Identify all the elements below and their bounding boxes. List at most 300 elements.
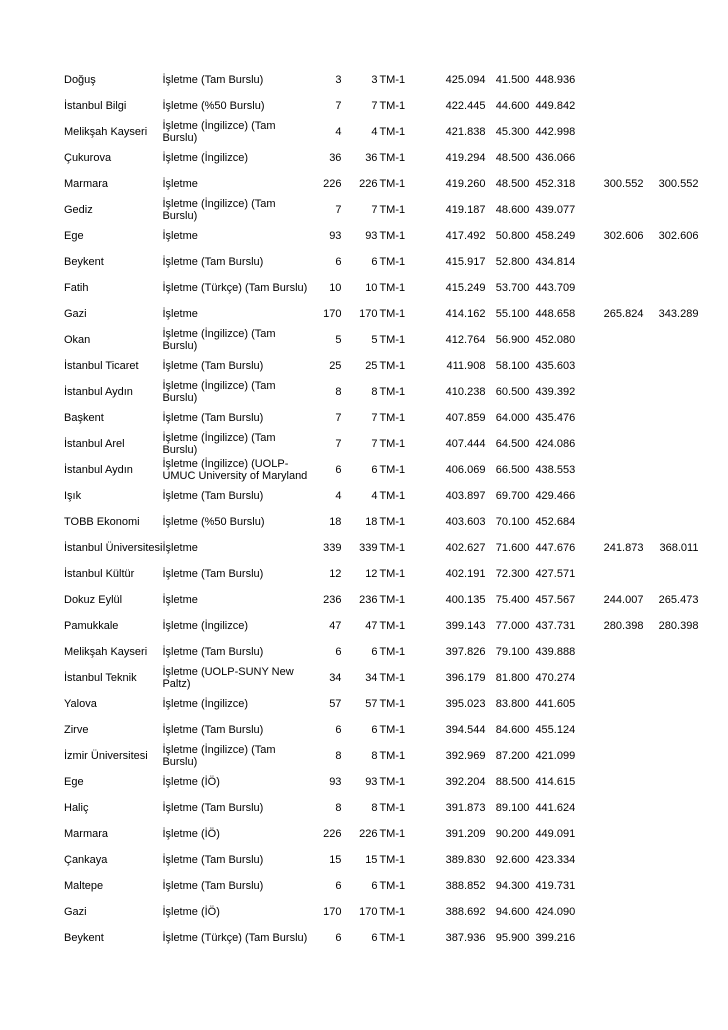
table-row: [64, 327, 698, 353]
table-row: [64, 509, 698, 535]
program-cell: İşletme (İÖ): [162, 828, 220, 840]
quota-cell: 7: [335, 438, 342, 450]
score-type-cell: TM-1: [379, 412, 406, 424]
table-row: [64, 197, 698, 223]
quota-cell: 15: [329, 854, 342, 866]
quota-cell: 226: [323, 178, 342, 190]
score-type-cell: TM-1: [379, 74, 406, 86]
university-cell: Pamukkale: [64, 620, 119, 632]
extra-score-1-cell: [591, 483, 643, 509]
university-cell: Melikşah Kayseri: [64, 126, 148, 138]
min-score-cell: 415.917: [445, 256, 486, 268]
program-cell: İşletme (İngilizce): [162, 152, 249, 164]
max-score-cell: 442.998: [535, 126, 576, 138]
max-score-cell: 439.888: [535, 646, 576, 658]
extra-score-2-cell: [643, 717, 698, 743]
min-score-cell: 395.023: [445, 698, 486, 710]
score-type-cell: TM-1: [379, 724, 406, 736]
extra-score-2-cell: [643, 327, 698, 353]
success-rank-cell: 58.100: [495, 360, 530, 372]
extra-score-2-cell: [643, 691, 698, 717]
extra-score-2-cell: [643, 93, 698, 119]
min-score-cell: 392.204: [445, 776, 486, 788]
extra-score-2-cell: [643, 847, 698, 873]
min-score-cell: 414.162: [445, 308, 486, 320]
extra-score-2-cell: [643, 67, 698, 93]
extra-score-2-cell: [643, 249, 698, 275]
success-rank-cell: 81.800: [495, 672, 530, 684]
score-type-cell: TM-1: [379, 308, 406, 320]
max-score-cell: 443.709: [535, 282, 576, 294]
score-type-cell: TM-1: [379, 464, 406, 476]
quota-cell: 8: [335, 386, 342, 398]
success-rank-cell: 64.000: [495, 412, 530, 424]
success-rank-cell: 77.000: [495, 620, 530, 632]
score-type-cell: TM-1: [379, 360, 406, 372]
min-score-cell: 388.852: [445, 880, 486, 892]
success-rank-cell: 55.100: [495, 308, 530, 320]
university-cell: İstanbul Arel: [64, 438, 125, 450]
extra-score-1-cell: [591, 93, 643, 119]
success-rank-cell: 90.200: [495, 828, 530, 840]
extra-score-2-cell: [643, 925, 698, 951]
quota-cell: 5: [335, 334, 342, 346]
extra-score-1-cell: [591, 561, 643, 587]
min-score-cell: 417.492: [445, 230, 486, 242]
extra-score-2-cell: [643, 639, 698, 665]
extra-score-1-cell: [591, 197, 643, 223]
min-score-cell: 425.094: [445, 74, 486, 86]
placed-cell: 8: [371, 386, 378, 398]
success-rank-cell: 66.500: [495, 464, 530, 476]
min-score-cell: 422.445: [445, 100, 486, 112]
table-row: [64, 145, 698, 171]
table-row: [64, 717, 698, 743]
score-type-cell: TM-1: [379, 438, 406, 450]
max-score-cell: 423.334: [535, 854, 576, 866]
success-rank-cell: 92.600: [495, 854, 530, 866]
table-row: [64, 899, 698, 925]
min-score-cell: 402.627: [445, 542, 486, 554]
success-rank-cell: 94.600: [495, 906, 530, 918]
success-rank-cell: 45.300: [495, 126, 530, 138]
placed-cell: 36: [365, 152, 378, 164]
extra-score-1-cell: [591, 67, 643, 93]
table-row: [64, 93, 698, 119]
max-score-cell: 399.216: [535, 932, 576, 944]
score-type-cell: TM-1: [379, 776, 406, 788]
placed-cell: 57: [365, 698, 378, 710]
extra-score-2-cell: [643, 379, 698, 405]
max-score-cell: 452.080: [535, 334, 576, 346]
table-row: [64, 457, 698, 483]
table-row: [64, 249, 698, 275]
score-type-cell: TM-1: [379, 230, 406, 242]
program-cell: İşletme (İngilizce) (Tam Burslu): [162, 432, 276, 456]
quota-cell: 12: [329, 568, 342, 580]
quota-cell: 6: [335, 724, 342, 736]
quota-cell: 47: [329, 620, 342, 632]
quota-cell: 6: [335, 464, 342, 476]
placed-cell: 8: [371, 750, 378, 762]
program-cell: İşletme (Tam Burslu): [162, 360, 264, 372]
max-score-cell: 439.392: [535, 386, 576, 398]
max-score-cell: 436.066: [535, 152, 576, 164]
quota-cell: 4: [335, 490, 342, 502]
score-type-cell: TM-1: [379, 568, 406, 580]
success-rank-cell: 88.500: [495, 776, 530, 788]
table-row: [64, 405, 698, 431]
university-cell: Melikşah Kayseri: [64, 646, 148, 658]
min-score-cell: 391.873: [445, 802, 486, 814]
min-score-cell: 407.859: [445, 412, 486, 424]
quota-cell: 236: [323, 594, 342, 606]
success-rank-cell: 52.800: [495, 256, 530, 268]
program-cell: İşletme (Tam Burslu): [162, 568, 264, 580]
program-cell: İşletme (Tam Burslu): [162, 724, 264, 736]
table-row: [64, 431, 698, 457]
max-score-cell: 441.605: [535, 698, 576, 710]
max-score-cell: 441.624: [535, 802, 576, 814]
program-cell: İşletme (%50 Burslu): [162, 100, 265, 112]
placed-cell: 226: [359, 828, 378, 840]
quota-cell: 7: [335, 100, 342, 112]
score-type-cell: TM-1: [379, 126, 406, 138]
table-row: [64, 743, 698, 769]
placed-cell: 6: [371, 932, 378, 944]
university-cell: İstanbul Üniversitesi: [64, 542, 163, 554]
university-cell: Ege: [64, 230, 84, 242]
placed-cell: 6: [371, 464, 378, 476]
program-cell: İşletme (İÖ): [162, 906, 220, 918]
extra-score-2-cell: 300.552: [658, 178, 699, 190]
quota-cell: 4: [335, 126, 342, 138]
table-row: [64, 301, 698, 327]
min-score-cell: 419.260: [445, 178, 486, 190]
extra-score-2-cell: [643, 873, 698, 899]
max-score-cell: 429.466: [535, 490, 576, 502]
min-score-cell: 397.826: [445, 646, 486, 658]
university-cell: Fatih: [64, 282, 89, 294]
extra-score-2-cell: [643, 431, 698, 457]
table-row: [64, 587, 698, 613]
placed-cell: 6: [371, 724, 378, 736]
table-row: [64, 223, 698, 249]
max-score-cell: 435.476: [535, 412, 576, 424]
quota-cell: 6: [335, 932, 342, 944]
success-rank-cell: 48.500: [495, 178, 530, 190]
success-rank-cell: 89.100: [495, 802, 530, 814]
program-cell: İşletme (Tam Burslu): [162, 802, 264, 814]
placed-cell: 6: [371, 880, 378, 892]
table-row: [64, 925, 698, 951]
max-score-cell: 470.274: [535, 672, 576, 684]
min-score-cell: 419.294: [445, 152, 486, 164]
quota-cell: 6: [335, 256, 342, 268]
placed-cell: 25: [365, 360, 378, 372]
program-cell: İşletme (İngilizce) (Tam Burslu): [162, 328, 276, 352]
success-rank-cell: 41.500: [495, 74, 530, 86]
min-score-cell: 399.143: [445, 620, 486, 632]
program-cell: İşletme (İngilizce): [162, 620, 249, 632]
university-cell: Başkent: [64, 412, 104, 424]
placed-cell: 170: [359, 906, 378, 918]
table-row: [64, 821, 698, 847]
placed-cell: 34: [365, 672, 378, 684]
extra-score-2-cell: [643, 509, 698, 535]
score-type-cell: TM-1: [379, 828, 406, 840]
extra-score-1-cell: [591, 353, 643, 379]
quota-cell: 6: [335, 646, 342, 658]
max-score-cell: 448.658: [535, 308, 576, 320]
table-row: [64, 535, 698, 561]
extra-score-2-cell: 343.289: [658, 308, 699, 320]
program-cell: İşletme (İngilizce) (Tam Burslu): [162, 744, 276, 768]
max-score-cell: 419.731: [535, 880, 576, 892]
program-cell: İşletme: [162, 308, 198, 320]
quota-cell: 339: [323, 542, 342, 554]
placed-cell: 18: [365, 516, 378, 528]
placed-cell: 7: [371, 438, 378, 450]
university-cell: İstanbul Bilgi: [64, 100, 127, 112]
max-score-cell: 414.615: [535, 776, 576, 788]
program-cell: İşletme (İngilizce) (UOLP-UMUC University of Maryland: [162, 458, 308, 482]
max-score-cell: 421.099: [535, 750, 576, 762]
extra-score-1-cell: [591, 639, 643, 665]
min-score-cell: 407.444: [445, 438, 486, 450]
university-cell: Beykent: [64, 932, 104, 944]
score-type-cell: TM-1: [379, 906, 406, 918]
university-cell: İstanbul Teknik: [64, 672, 137, 684]
university-cell: Işık: [64, 490, 82, 502]
success-rank-cell: 50.800: [495, 230, 530, 242]
quota-cell: 226: [323, 828, 342, 840]
success-rank-cell: 79.100: [495, 646, 530, 658]
min-score-cell: 406.069: [445, 464, 486, 476]
placed-cell: 93: [365, 230, 378, 242]
placed-cell: 8: [371, 802, 378, 814]
success-rank-cell: 83.800: [495, 698, 530, 710]
university-cell: TOBB Ekonomi: [64, 516, 140, 528]
max-score-cell: 434.814: [535, 256, 576, 268]
university-cell: İstanbul Aydın: [64, 386, 133, 398]
max-score-cell: 427.571: [535, 568, 576, 580]
table-row: [64, 847, 698, 873]
program-cell: İşletme (Tam Burslu): [162, 646, 264, 658]
table-row: [64, 639, 698, 665]
university-cell: Zirve: [64, 724, 89, 736]
quota-cell: 7: [335, 204, 342, 216]
quota-cell: 3: [335, 74, 342, 86]
score-type-cell: TM-1: [379, 698, 406, 710]
extra-score-2-cell: [643, 483, 698, 509]
extra-score-1-cell: [591, 327, 643, 353]
extra-score-1-cell: [591, 275, 643, 301]
university-cell: Dokuz Eylül: [64, 594, 123, 606]
min-score-cell: 387.936: [445, 932, 486, 944]
placed-cell: 5: [371, 334, 378, 346]
placed-cell: 6: [371, 256, 378, 268]
university-cell: İstanbul Aydın: [64, 464, 133, 476]
score-type-cell: TM-1: [379, 880, 406, 892]
university-cell: Gazi: [64, 308, 87, 320]
university-cell: Okan: [64, 334, 91, 346]
extra-score-2-cell: 302.606: [658, 230, 699, 242]
placed-cell: 7: [371, 204, 378, 216]
program-cell: İşletme (Tam Burslu): [162, 490, 264, 502]
university-cell: İstanbul Ticaret: [64, 360, 139, 372]
score-type-cell: TM-1: [379, 282, 406, 294]
success-rank-cell: 95.900: [495, 932, 530, 944]
table-row: [64, 171, 698, 197]
min-score-cell: 421.838: [445, 126, 486, 138]
extra-score-1-cell: [591, 457, 643, 483]
max-score-cell: 424.090: [535, 906, 576, 918]
success-rank-cell: 48.600: [495, 204, 530, 216]
program-cell: İşletme: [162, 594, 198, 606]
max-score-cell: 447.676: [535, 542, 576, 554]
table-row: [64, 483, 698, 509]
quota-cell: 93: [329, 230, 342, 242]
university-cell: Beykent: [64, 256, 104, 268]
extra-score-1-cell: [591, 795, 643, 821]
placed-cell: 7: [371, 412, 378, 424]
program-cell: İşletme (İÖ): [162, 776, 220, 788]
table-row: [64, 353, 698, 379]
extra-score-1-cell: 280.398: [603, 620, 644, 632]
extra-score-2-cell: [643, 795, 698, 821]
extra-score-2-cell: [643, 457, 698, 483]
max-score-cell: 438.553: [535, 464, 576, 476]
score-type-cell: TM-1: [379, 334, 406, 346]
quota-cell: 8: [335, 750, 342, 762]
university-cell: Marmara: [64, 828, 109, 840]
extra-score-2-cell: [643, 405, 698, 431]
university-cell: Çankaya: [64, 854, 108, 866]
program-cell: İşletme (Türkçe) (Tam Burslu): [162, 282, 308, 294]
program-cell: İşletme: [162, 542, 198, 554]
quota-cell: 7: [335, 412, 342, 424]
max-score-cell: 449.091: [535, 828, 576, 840]
quota-cell: 170: [323, 308, 342, 320]
score-type-cell: TM-1: [379, 516, 406, 528]
score-type-cell: TM-1: [379, 152, 406, 164]
placed-cell: 10: [365, 282, 378, 294]
extra-score-1-cell: 302.606: [603, 230, 644, 242]
university-cell: İstanbul Kültür: [64, 568, 135, 580]
quota-cell: 8: [335, 802, 342, 814]
program-cell: İşletme: [162, 230, 198, 242]
extra-score-1-cell: 265.824: [603, 308, 644, 320]
program-cell: İşletme (Tam Burslu): [162, 256, 264, 268]
success-rank-cell: 60.500: [495, 386, 530, 398]
score-type-cell: TM-1: [379, 750, 406, 762]
table-row: [64, 769, 698, 795]
success-rank-cell: 53.700: [495, 282, 530, 294]
extra-score-2-cell: [643, 119, 698, 145]
quota-cell: 57: [329, 698, 342, 710]
table-row: [64, 665, 698, 691]
max-score-cell: 452.684: [535, 516, 576, 528]
extra-score-1-cell: [591, 379, 643, 405]
university-cell: Haliç: [64, 802, 89, 814]
success-rank-cell: 69.700: [495, 490, 530, 502]
placed-cell: 339: [359, 542, 378, 554]
extra-score-1-cell: 241.873: [603, 542, 644, 554]
placed-cell: 226: [359, 178, 378, 190]
quota-cell: 18: [329, 516, 342, 528]
extra-score-2-cell: [643, 769, 698, 795]
extra-score-1-cell: [591, 249, 643, 275]
extra-score-2-cell: [643, 899, 698, 925]
university-cell: Maltepe: [64, 880, 104, 892]
extra-score-1-cell: [591, 821, 643, 847]
min-score-cell: 394.544: [445, 724, 486, 736]
score-type-cell: TM-1: [379, 594, 406, 606]
program-cell: İşletme (Tam Burslu): [162, 854, 264, 866]
university-cell: Gazi: [64, 906, 87, 918]
ranking-table-body: [64, 67, 698, 951]
quota-cell: 170: [323, 906, 342, 918]
university-cell: Çukurova: [64, 152, 112, 164]
max-score-cell: 449.842: [535, 100, 576, 112]
placed-cell: 6: [371, 646, 378, 658]
extra-score-2-cell: [643, 145, 698, 171]
extra-score-2-cell: [643, 743, 698, 769]
university-cell: İzmir Üniversitesi: [64, 750, 148, 762]
extra-score-2-cell: 265.473: [658, 594, 699, 606]
extra-score-2-cell: [643, 197, 698, 223]
score-type-cell: TM-1: [379, 542, 406, 554]
extra-score-1-cell: [591, 405, 643, 431]
extra-score-2-cell: [643, 665, 698, 691]
table-row: [64, 691, 698, 717]
success-rank-cell: 44.600: [495, 100, 530, 112]
score-type-cell: TM-1: [379, 490, 406, 502]
success-rank-cell: 72.300: [495, 568, 530, 580]
extra-score-1-cell: [591, 743, 643, 769]
success-rank-cell: 75.400: [495, 594, 530, 606]
min-score-cell: 400.135: [445, 594, 486, 606]
quota-cell: 93: [329, 776, 342, 788]
extra-score-1-cell: [591, 509, 643, 535]
quota-cell: 10: [329, 282, 342, 294]
table-row: [64, 379, 698, 405]
extra-score-1-cell: [591, 873, 643, 899]
ranking-table: [64, 67, 698, 951]
min-score-cell: 415.249: [445, 282, 486, 294]
score-type-cell: TM-1: [379, 386, 406, 398]
extra-score-1-cell: [591, 899, 643, 925]
table-row: [64, 119, 698, 145]
university-cell: Ege: [64, 776, 84, 788]
table-row: [64, 613, 698, 639]
success-rank-cell: 87.200: [495, 750, 530, 762]
table-row: [64, 873, 698, 899]
success-rank-cell: 84.600: [495, 724, 530, 736]
program-cell: İşletme (İngilizce): [162, 698, 249, 710]
placed-cell: 236: [359, 594, 378, 606]
max-score-cell: 435.603: [535, 360, 576, 372]
max-score-cell: 424.086: [535, 438, 576, 450]
min-score-cell: 388.692: [445, 906, 486, 918]
score-type-cell: TM-1: [379, 932, 406, 944]
min-score-cell: 392.969: [445, 750, 486, 762]
min-score-cell: 410.238: [445, 386, 486, 398]
extra-score-2-cell: [643, 353, 698, 379]
program-cell: İşletme (İngilizce) (Tam Burslu): [162, 198, 276, 222]
placed-cell: 4: [371, 126, 378, 138]
